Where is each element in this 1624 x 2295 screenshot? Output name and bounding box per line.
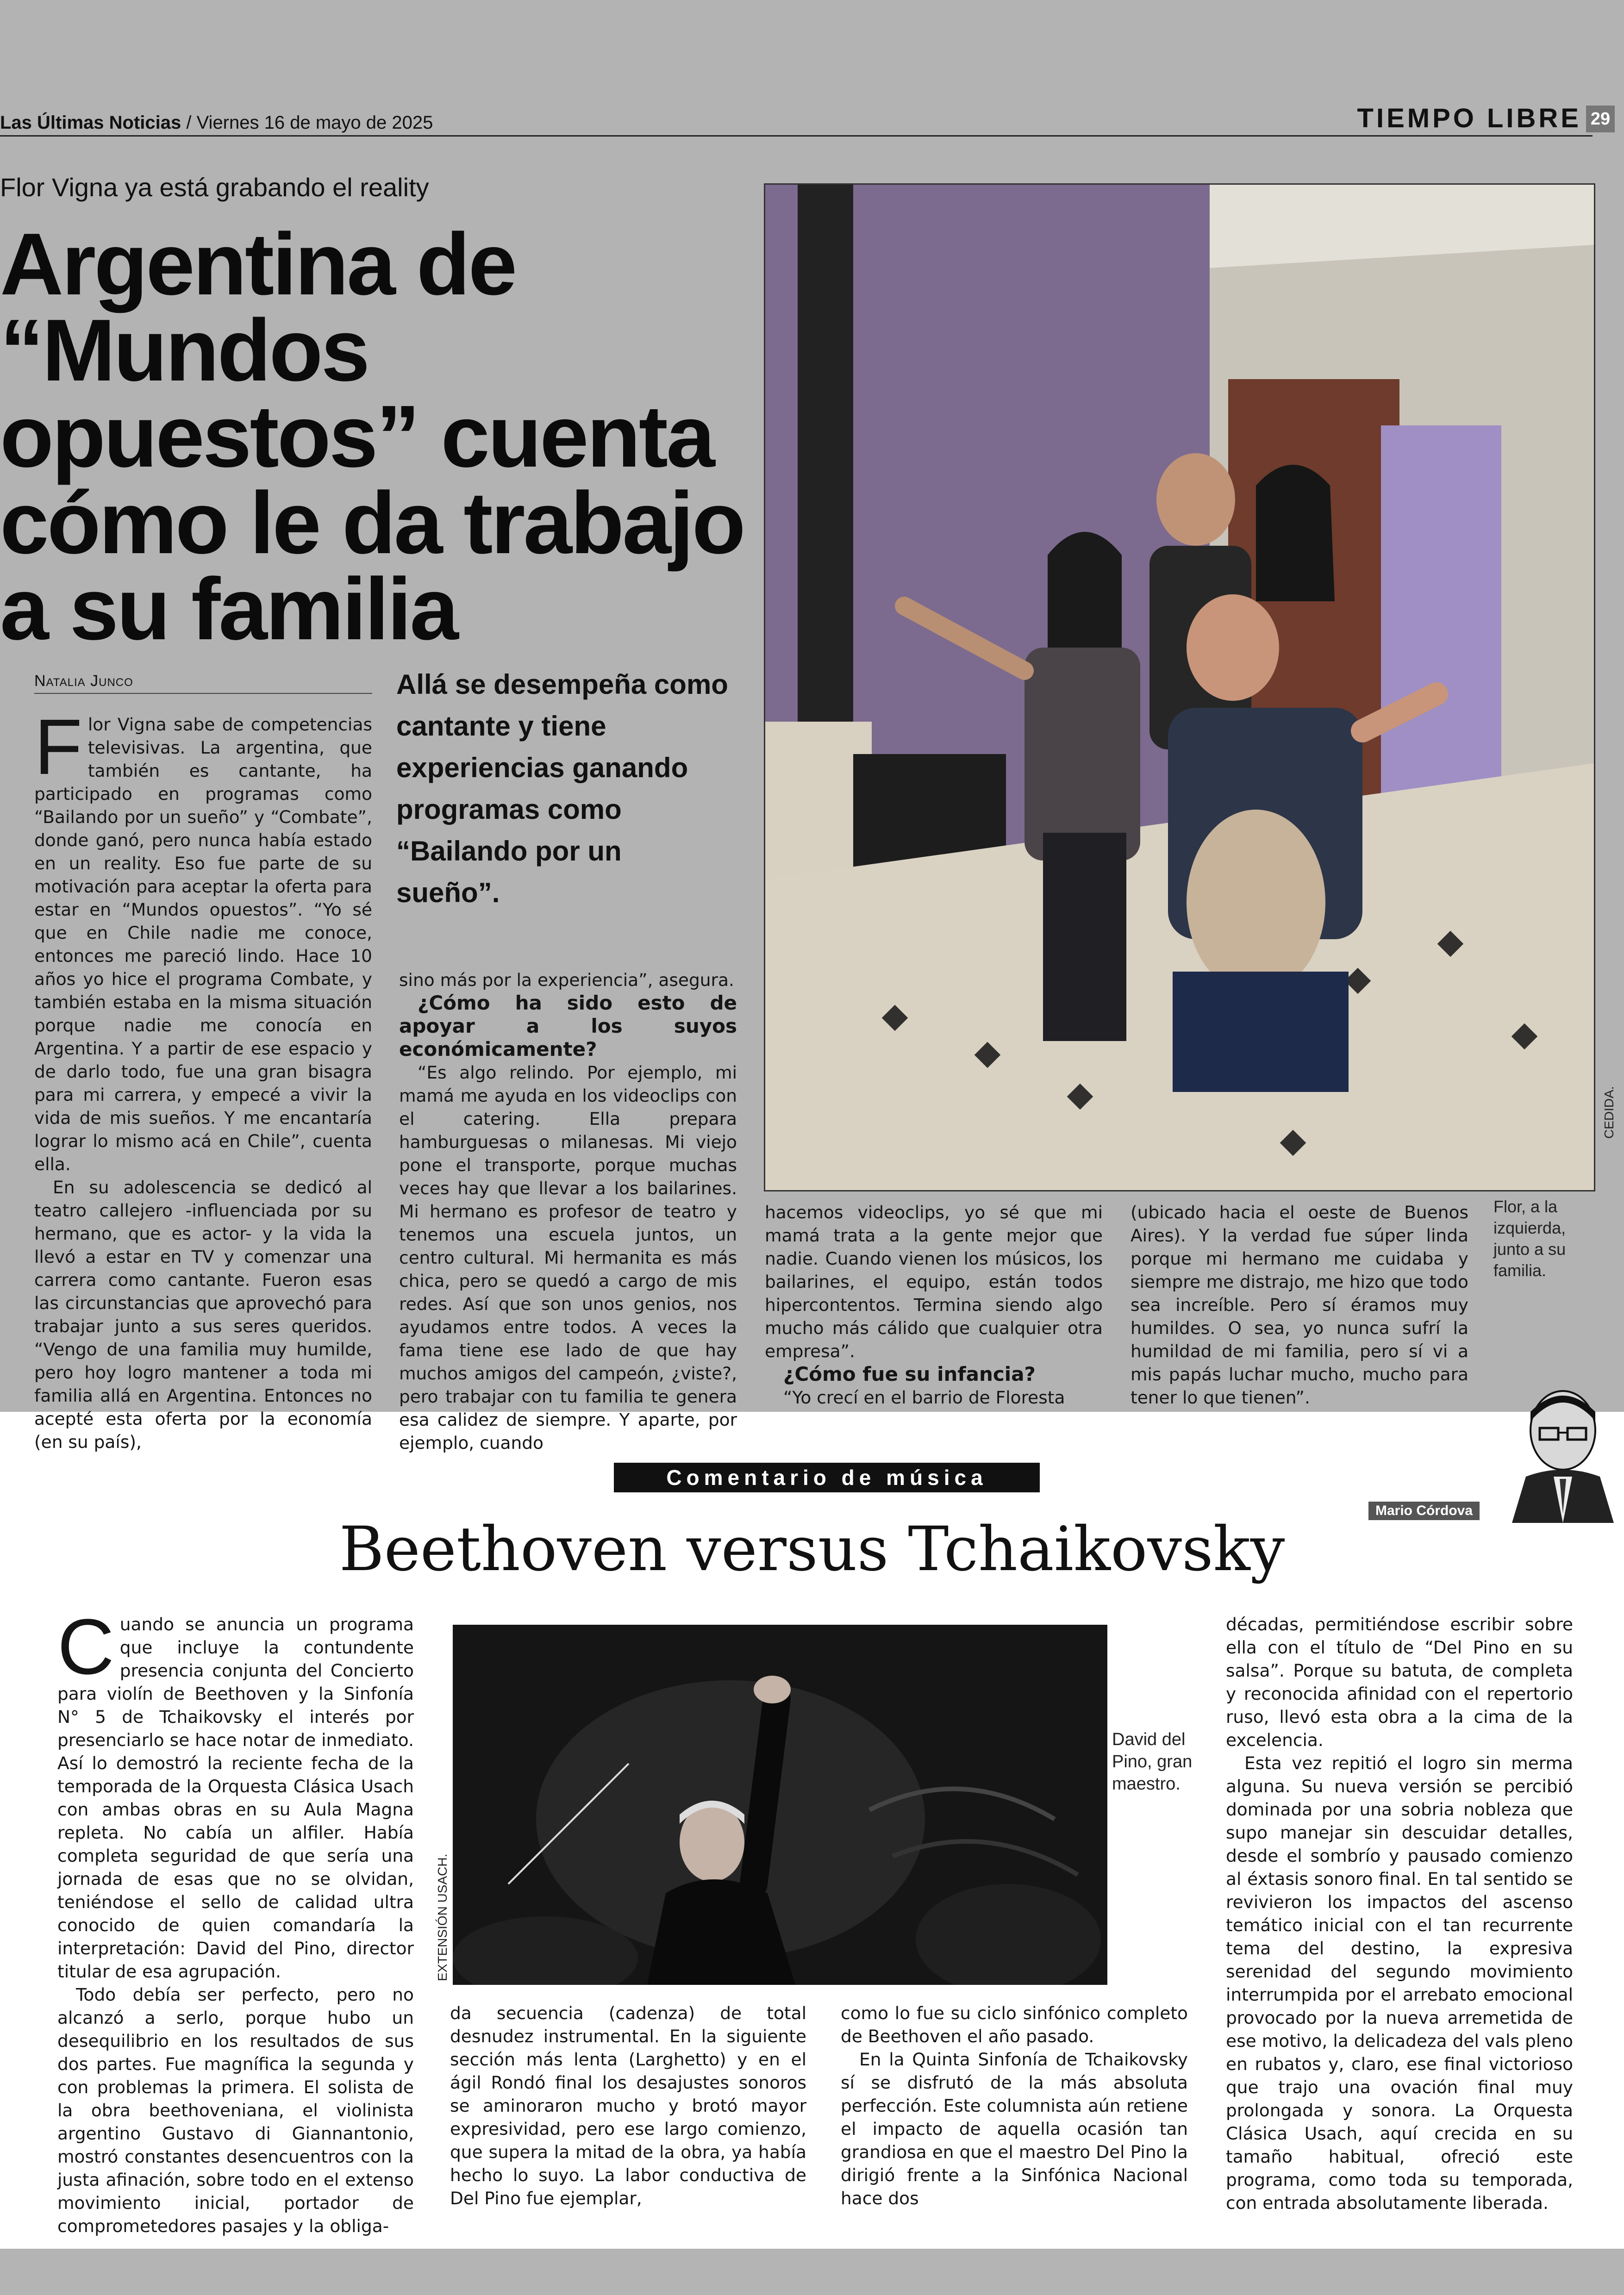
paragraph: uando se anuncia un programa que incluye la contundente presencia conjunta del Concierto para violín de Beethoven y la Sinfonía N° 5 de Tchaikovsky el interés por presenciarlo se hace notar de inmediato. Así lo demostró la reciente fecha de la temporada de la Orquesta Clásica Usach con ambas obras en su Aula Magna repleta. No cabía un alfiler. Había completa seguridad de que sería una jornada de esas que no se olvidan, teniéndose el sello de calidad ultra conocido de quien comandaría la interpretación: David del Pino, director titular de esa agrupación. [57,1614,414,1982]
interview-question: ¿Cómo ha sido esto de apoyar a los suyos económicamente? [399,992,737,1060]
paragraph: hacemos videoclips, yo sé que mi mamá trata a la gente mejor que nadie. Cuando vienen los músicos, los bailarines, el equipo, están todos hipercontentos. Termina siendo algo mucho más cálido que cualquier otra empresa”. [765,1202,1103,1361]
masthead-rule [0,135,1593,137]
article1-column-1 [34,703,372,1453]
dropcap: C [57,1603,114,1691]
article2-column-4 [1226,1613,1573,2214]
paragraph: como lo fue su ciclo sinfónico completo de Beethoven el año pasado. [841,2003,1188,2046]
section-title: TIEMPO LIBRE [1357,103,1581,133]
article1-kicker: Flor Vigna ya está grabando el reality [0,173,429,202]
paragraph: Esta vez repitió el logro sin merma alguna. Su nueva versión se percibió dominada por una sobria nobleza que supo manejar sin descuidar detalles, desde el sombrío y pausado comienzo al éxtasis sonoro final. En tal sentido se revivieron los impactos del ascenso temático inicial con el tan recurrente tema del destino, la expresiva serenidad del segundo movimiento interrumpida por el arrebato emocional provocado por la nueva arremetida de ese motivo, la delicadeza del vals pleno en rubatos y, claro, ese final victorioso que trajo una ovación final muy prolongada y sonora. La Orquesta Clásica Usach, aquí crecida en su tamaño habitual, ofreció este programa, como toda su temporada, con entrada absolutamente liberada. [1226,1753,1573,2213]
conductor-photo-illustration [453,1625,1107,1985]
article2-column-3 [841,2002,1188,2210]
article1-column-3 [765,1201,1103,1409]
paragraph: “Es algo relindo. Por ejemplo, mi mamá me ayuda en los videoclips con el catering. Ella prepara hamburguesas o milanesas. Mi viejo pone el transporte, porque muchas veces hay que llevar a los bailarines. Mi hermano es profesor de teatro y tenemos una escuela juntos, un centro cultural. Mi hermanita es más chica, pero se quedó a cargo de mis redes. Así que son unos genios, nos ayudamos entre todos. A veces la fama tiene ese lado de que hay muchos amigos del campeón, ¿viste?, pero trabajar con tu familia te genera esa calidez de siempre. Y aparte, por ejemplo, cuando [399,1062,737,1453]
paper-name: Las Últimas Noticias [0,112,181,133]
photo-caption: Flor, a la izquierda, junto a su familia. [1493,1197,1566,1280]
paragraph: En su adolescencia se dedicó al teatro callejero -influenciada por su hermano, que es actor- y la vida la llevó a estar en TV y comenzar una carrera como cantante. Fueron esas las circunstancias que aprovechó para trabajar junto a sus seres queridos. “Vengo de una familia muy humilde, pero hoy logro mantener a toda mi familia allá en Argentina. Entonces no acepté esta oferta por la economía (en su país), [34,1177,372,1452]
article2-title: Beethoven versus Tchaikovsky [339,1514,1285,1585]
paragraph: Todo debía ser perfecto, pero no alcanzó a serlo, porque hubo un desequilibrio en los resultados de sus dos partes. Fue magnífica la segunda y con problemas la primera. El solista de la obra beethoveniana, el violinista argentino Gustavo di Giannantonio, mostró constantes desencuentros con la justa afinación, sobre todo en el extenso movimiento inicial, portador de comprometedores pasajes y la obliga- [57,1984,414,2236]
paragraph: “Yo crecí en el barrio de Floresta [783,1387,1065,1408]
paragraph: sino más por la experiencia”, asegura. [399,970,734,990]
photo-credit: EXTENSIÓN USACH. [435,1853,450,1981]
article1-column-4 [1131,1201,1468,1409]
photo-credit: CEDIDA. [1602,1086,1616,1139]
article2-column-2 [450,2002,806,2210]
page-number: 29 [1586,106,1615,132]
interview-question: ¿Cómo fue su infancia? [783,1363,1036,1385]
paragraph: En la Quinta Sinfonía de Tchaikovsky sí se disfrutó de la más absoluta perfección. Este columnista aún retiene el impacto de aquella ocasión tan grandiosa en que el maestro Del Pino la dirigió frente a la Sinfónica Nacional hace dos [841,2049,1188,2208]
columnist-portrait [1493,1384,1614,1523]
dropcap: F [34,703,82,791]
paragraph: (ubicado hacia el oeste de Buenos Aires). Y la verdad fue súper linda porque mi hermano me cuidaba y siempre me distrajo, me hizo que todo sea increíble. Pero sí éramos muy humildes. O sea, yo nunca sufrí la humildad de mi familia, pero sí vi a mis papás luchar mucho, mucho para tener lo que tienen”. [1131,1202,1468,1408]
article1-column-2 [399,968,737,1454]
family-photo [764,183,1595,1191]
masthead-left: Las Últimas Noticias / Viernes 16 de mayo de 2025 [0,112,433,133]
music-commentary-label: Comentario de música [614,1463,1040,1492]
article1-byline: Natalia Junco [34,672,372,694]
paragraph: décadas, permitiéndose escribir sobre ella con el título de “Del Pino en su salsa”. Porque su batuta, de completa y reconocida afinidad con el repertorio ruso, llevó esta obra a la cima de la excelencia. [1226,1614,1573,1750]
columnist-portrait-illustration [1493,1384,1614,1523]
article1-pullquote: Allá se desempeña como cantante y tiene experiencias ganando programas como “Bailando por un sueño”. [396,669,728,908]
article1-headline: Argentina de “Mundos opuestos” cuenta cómo le da trabajo a su familia [0,215,744,658]
footer-band [0,2249,1624,2295]
photo-caption: David del Pino, gran maestro. [1112,1730,1193,1794]
columnist-name: Mario Córdova [1368,1502,1480,1520]
paragraph: da secuencia (cadenza) de total desnudez instrumental. En la siguiente sección más lenta (Larghetto) y en el ágil Rondó final los desajustes sonoros se aminoraron mucho y brotó mayor expresividad, pero ese largo comienzo, que supera la mitad de la obra, ya había hecho lo suyo. La labor conductiva de Del Pino fue ejemplar, [450,2003,806,2208]
issue-date: Viernes 16 de mayo de 2025 [196,112,433,133]
article2-column-1 [57,1603,414,2238]
conductor-photo [453,1625,1107,1985]
paragraph: lor Vigna sabe de competencias televisivas. La argentina, que también es cantante, ha participado en programas como “Bailando por un sueño” y “Combate”, donde ganó, pero nunca había estado en un reality. Eso fue parte de su motivación para aceptar la oferta para estar en “Mundos opuestos”. “Yo sé que en Chile nadie me conoce, entonces me pareció lindo. Hace 10 años yo hice el programa Combate, y también estaba en la misma situación porque nadie me conocía en Argentina. Y a partir de ese espacio y de darlo todo, fue una gran bisagra para mi carrera, y empecé a vivir la vida de mis sueños. Y me encantaría lograr lo mismo acá en Chile”, cuenta ella. [34,714,372,1174]
family-photo-illustration [765,185,1594,1190]
